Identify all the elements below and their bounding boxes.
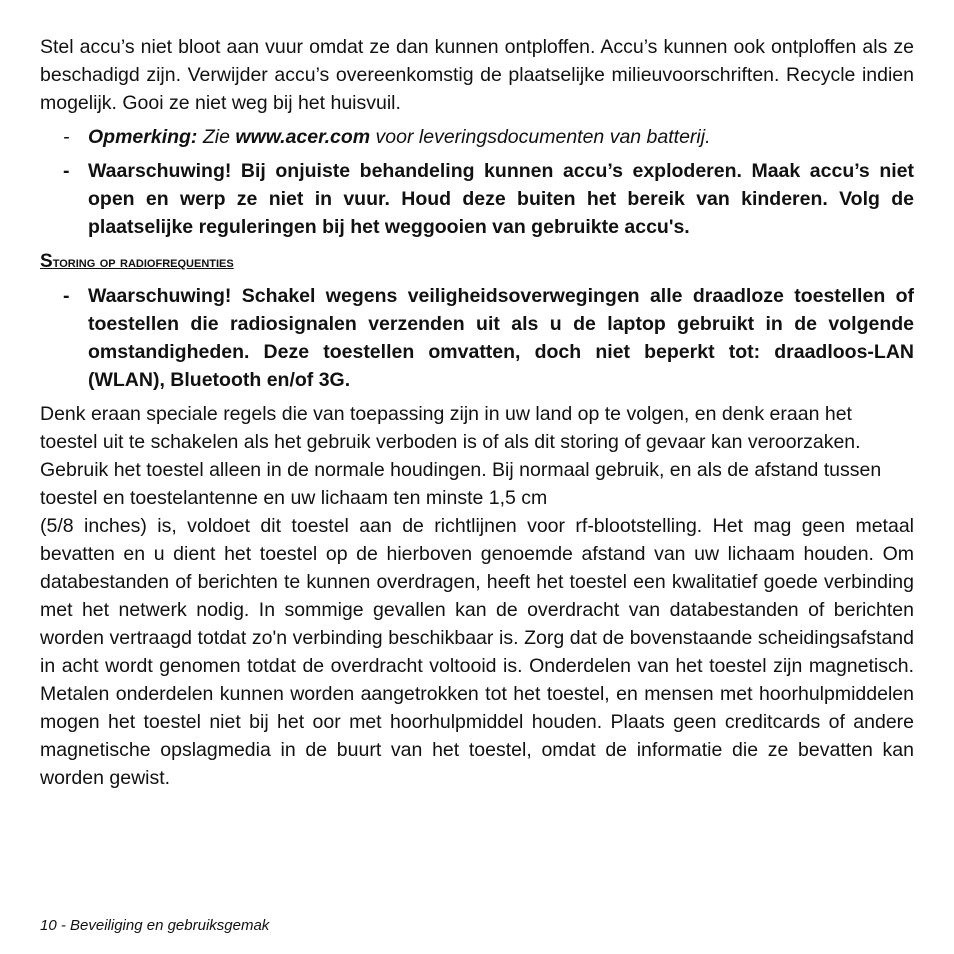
- page-content: [40, 33, 914, 792]
- battery-warning-text: Waarschuwing! Bij onjuiste behandeling kunnen accu’s exploderen. Maak accu’s niet open en werp ze niet in vuur. Houd deze buiten het bereik van kinderen. Volg de plaatselijke reguleringen bij het weggooien van gebruikte accu's.: [88, 160, 914, 238]
- note-text-post: voor leveringsdocumenten van batterij.: [370, 126, 711, 148]
- battery-warning-item: [40, 157, 914, 241]
- note-dash: -: [63, 126, 70, 148]
- body-paragraph-b: (5/8 inches) is, voldoet dit toestel aan de richtlijnen voor rf-blootstelling. Het mag geen metaal bevatten en u dient het toestel op de hierboven genoemde afstand van uw lichaam houden. Om databestanden of berichten te kunnen overdragen, heeft het toestel een kwalitatief goede verbinding met het netwerk nodig. In sommige gevallen kan de overdracht van databestanden of berichten worden vertraagd totdat zo'n verbinding beschikbaar is. Zorg dat de bovenstaande scheidingsafstand in acht wordt genomen totdat de overdracht voltooid is. Onderdelen van het toestel zijn magnetisch. Metalen onderdelen kunnen worden aangetrokken tot het toestel, en mensen met hoorhulpmiddelen mogen het toestel niet bij het oor met hoorhulpmiddel houden. Plaats geen creditcards of andere magnetische opslagmedia in de buurt van het toestel, omdat de informatie die ze bevatten kan worden gewist.: [40, 515, 914, 789]
- section-heading: [40, 251, 914, 274]
- page-footer: 10 - Beveiliging en gebruiksgemak: [40, 917, 270, 934]
- body-paragraph-a: Denk eraan speciale regels die van toepassing zijn in uw land op te volgen, en denk eraan het toestel uit te schakelen als het gebruik verboden is of als dit storing of gevaar kan veroorzaken. Gebruik het toestel alleen in de normale houdingen. Bij normaal gebruik, en als de afstand tussen toestel en toestelantenne en uw lichaam ten minste 1,5 cm: [40, 403, 882, 509]
- battery-warning-dash: -: [63, 160, 70, 182]
- radio-warning-dash: -: [63, 285, 70, 307]
- note-label: Opmerking:: [88, 126, 198, 148]
- note-item: [40, 123, 914, 151]
- note-text-pre: Zie: [197, 126, 236, 148]
- section-heading-rest: toring op radiofrequenties: [52, 254, 234, 271]
- intro-paragraph: Stel accu’s niet bloot aan vuur omdat ze dan kunnen ontploffen. Accu’s kunnen ook ontploffen als ze beschadigd zijn. Verwijder accu’s overeenkomstig de plaatselijke milieuvoorschriften. Recycle indien mogelijk. Gooi ze niet weg bij het huisvuil.: [40, 36, 914, 114]
- section-heading-initial: S: [40, 251, 53, 272]
- radio-warning-text: Waarschuwing! Schakel wegens veiligheidsoverwegingen alle draadloze toestellen of toestellen die radiosignalen verzenden uit als u de laptop gebruikt in de volgende omstandigheden. Deze toestellen omvatten, doch niet beperkt tot: draadloos-LAN (WLAN), Bluetooth en/of 3G.: [88, 285, 914, 391]
- acer-link[interactable]: www.acer.com: [235, 126, 371, 148]
- radio-warning-item: [40, 282, 914, 394]
